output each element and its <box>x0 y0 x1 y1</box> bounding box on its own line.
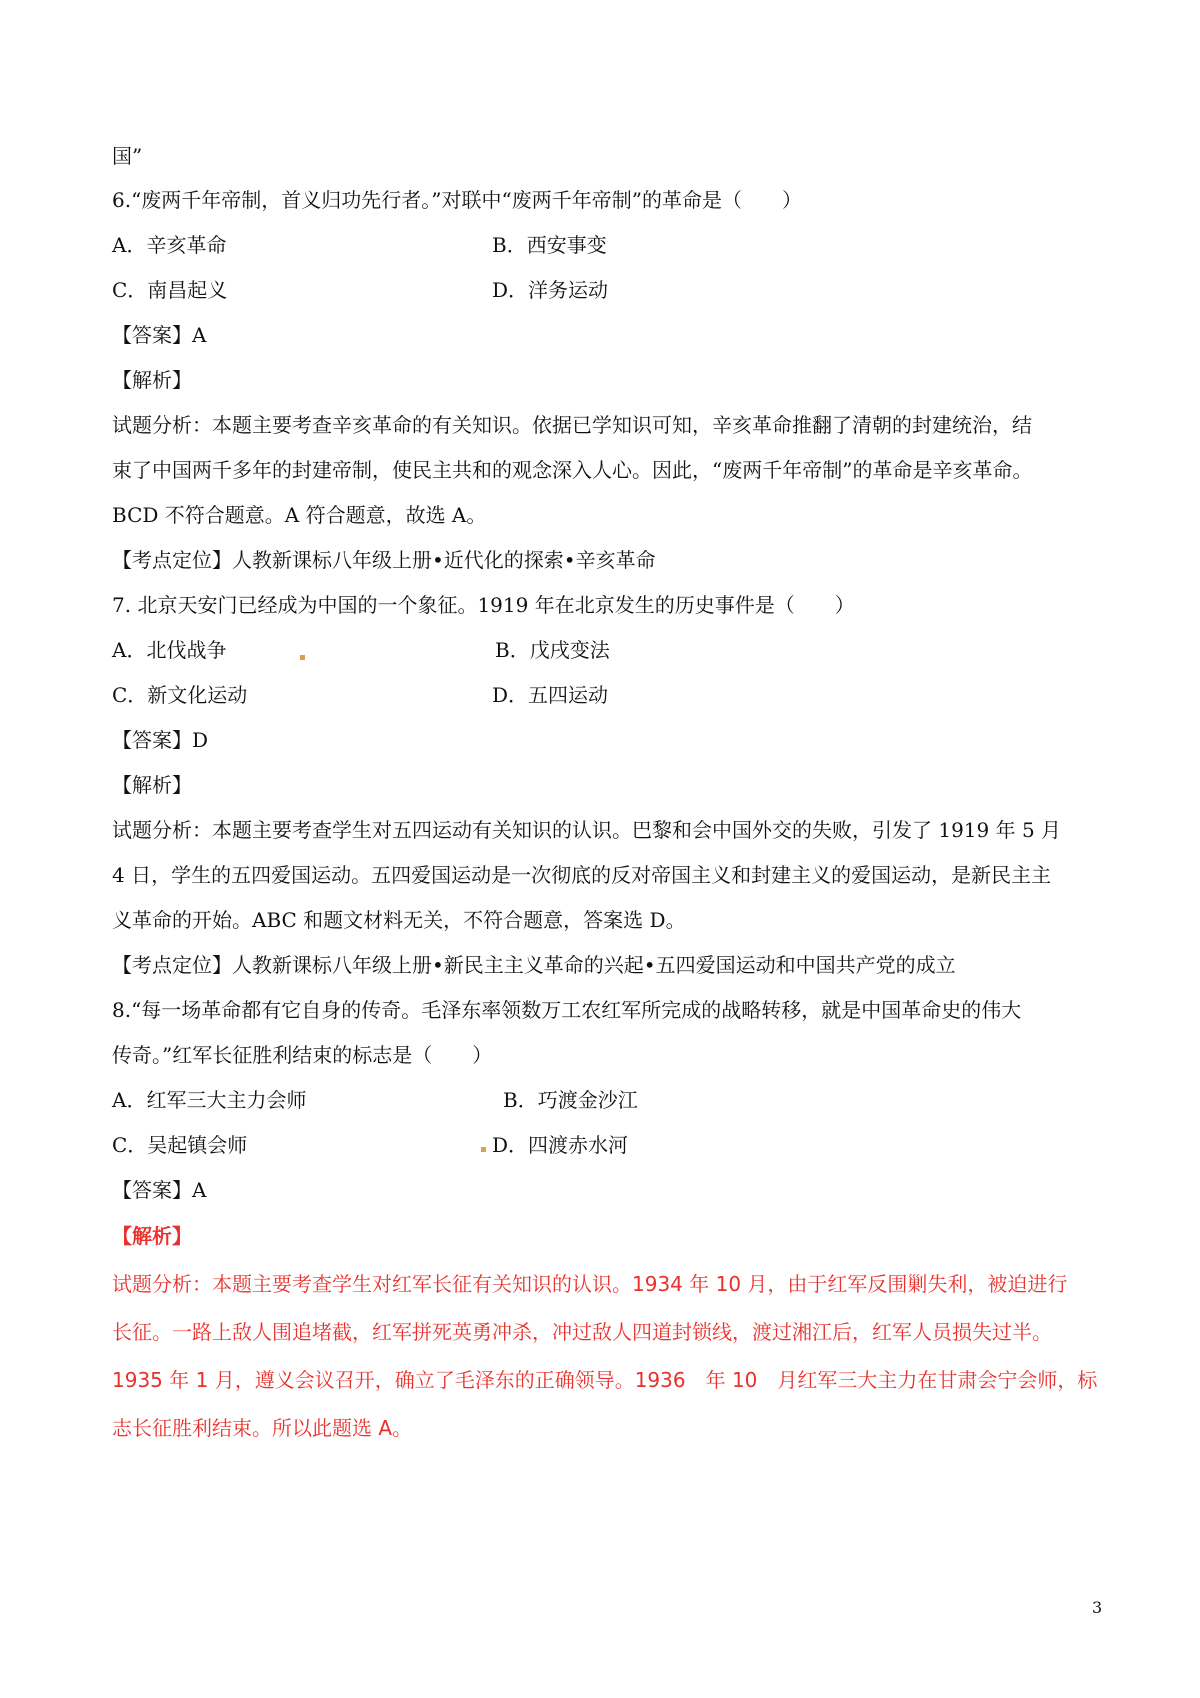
q7-option-c: C．新文化运动 <box>112 683 248 707</box>
q6-analysis-heading: 【解析】 <box>112 368 192 392</box>
q7-option-a: A．北伐战争 <box>112 638 227 662</box>
q8-analysis-text: 志长征胜利结束。所以此题选 A。 <box>112 1416 413 1440</box>
q6-analysis-text: 束了中国两千多年的封建帝制，使民主共和的观念深入人心。因此，“废两千年帝制”的革命是辛亥革命。 <box>112 458 1033 482</box>
q7-analysis-text: 试题分析：本题主要考查学生对五四运动有关知识的认识。巴黎和会中国外交的失败，引发了 1919 年 5 月 <box>112 818 1062 842</box>
question-8-stem: 8.“每一场革命都有它自身的传奇。毛泽东率领数万工农红军所完成的战略转移，就是中国革命史的伟大 <box>112 998 1022 1022</box>
q8-analysis-text: 试题分析：本题主要考查学生对红军长征有关知识的认识。1934 年 10 月，由于红军反围剿失利，被迫进行 <box>112 1272 1068 1296</box>
q6-analysis-text: BCD 不符合题意。A 符合题意，故选 A。 <box>112 503 487 527</box>
q6-analysis-text: 试题分析：本题主要考查辛亥革命的有关知识。依据已学知识可知，辛亥革命推翻了清朝的封建统治，结 <box>112 413 1032 437</box>
q6-option-a: A．辛亥革命 <box>112 233 227 257</box>
question-8-stem: 传奇。”红军长征胜利结束的标志是（ ） <box>112 1043 493 1067</box>
q8-answer: 【答案】A <box>112 1178 207 1202</box>
q6-option-d: D．洋务运动 <box>492 278 609 302</box>
q8-analysis-text: 1935 年 1 月，遵义会议召开，确立了毛泽东的正确领导。1936 年 10 月红军三大主力在甘肃会宁会师，标 <box>112 1368 1098 1392</box>
q8-option-b: B．巧渡金沙江 <box>503 1088 638 1112</box>
q7-analysis-heading: 【解析】 <box>112 773 192 797</box>
q6-answer: 【答案】A <box>112 323 207 347</box>
q6-option-c: C．南昌起义 <box>112 278 228 302</box>
q8-analysis-text: 长征。一路上敌人围追堵截，红军拼死英勇冲杀，冲过敌人四道封锁线，渡过湘江后，红军人员损失过半。 <box>112 1320 1052 1344</box>
scan-mark <box>300 655 305 660</box>
q7-option-d: D．五四运动 <box>492 683 609 707</box>
q6-option-b: B．西安事变 <box>492 233 607 257</box>
q8-option-c: C．吴起镇会师 <box>112 1133 248 1157</box>
q8-option-d: D．四渡赤水河 <box>492 1133 629 1157</box>
page-number: 3 <box>1092 1598 1103 1617</box>
q8-option-a: A．红军三大主力会师 <box>112 1088 307 1112</box>
q6-key-point: 【考点定位】人教新课标八年级上册•近代化的探索•辛亥革命 <box>112 548 656 572</box>
q7-analysis-text: 义革命的开始。ABC 和题文材料无关，不符合题意，答案选 D。 <box>112 908 686 932</box>
q8-analysis-heading: 【解析】 <box>112 1224 192 1248</box>
q7-option-b: B．戊戌变法 <box>495 638 610 662</box>
question-7-stem: 7. 北京天安门已经成为中国的一个象征。1919 年在北京发生的历史事件是（ ） <box>112 593 855 617</box>
q7-answer: 【答案】D <box>112 728 209 752</box>
q7-key-point: 【考点定位】人教新课标八年级上册•新民主主义革命的兴起•五四爱国运动和中国共产党的成立 <box>112 953 956 977</box>
q7-analysis-text: 4 日，学生的五四爱国运动。五四爱国运动是一次彻底的反对帝国主义和封建主义的爱国运动，是新民主主 <box>112 863 1052 887</box>
question-6-stem: 6.“废两千年帝制，首义归功先行者。”对联中“废两千年帝制”的革命是（ ） <box>112 188 802 212</box>
scan-mark <box>481 1147 486 1152</box>
text-line: 国” <box>112 144 143 168</box>
